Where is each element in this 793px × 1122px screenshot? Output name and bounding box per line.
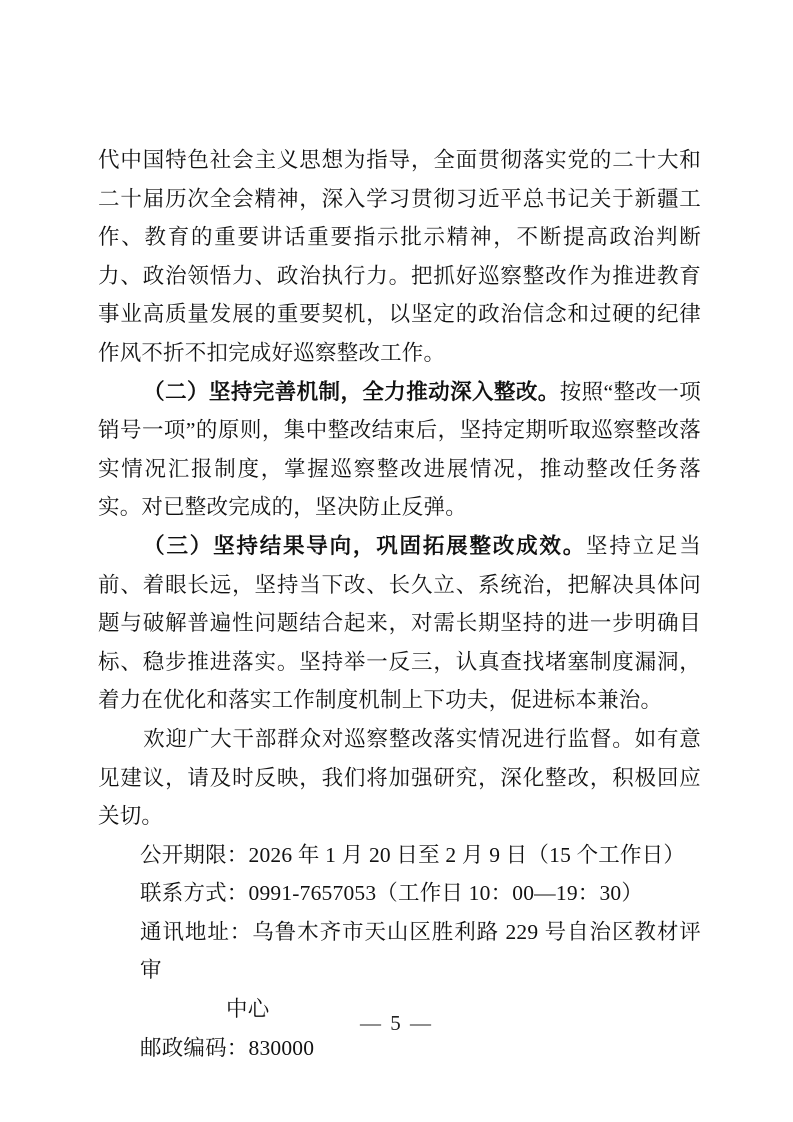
contact-line-postcode: 邮政编码：830000 — [140, 1035, 315, 1060]
paragraph-text: 按照“整改一项销号一项”的原则，集中整改结束后，坚持定期听取巡察整改落实情况汇报制度，掌握巡察整改进展情况，推动整改任务落实。对已整改完成的，坚决防止反弹。 — [98, 379, 701, 520]
paragraph-section-3 — [98, 527, 701, 720]
contact-line-public-period: 公开期限：2026 年 1 月 20 日至 2 月 9 日（15 个工作日） — [140, 842, 686, 867]
paragraph-lead: （二）坚持完善机制，全力推动深入整改。 — [143, 379, 560, 404]
paragraph-text: 欢迎广大干部群众对巡察整改落实情况进行监督。如有意见建议，请及时反映，我们将加强研究，深化整改，积极回应关切。 — [98, 726, 701, 829]
contact-line-phone: 联系方式：0991-7657053（工作日 10：00—19：30） — [140, 881, 644, 906]
contact-line-address-continuation: 中心 — [226, 997, 270, 1022]
paragraph-text: 代中国特色社会主义思想为指导，全面贯彻落实党的二十大和二十届历次全会精神，深入学习贯彻习近平总书记关于新疆工作、教育的重要讲话重要指示批示精神，不断提高政治判断力、政治领悟力、政治执行力。把抓好巡察整改作为推进教育事业高质量发展的重要契机，以坚定的政治信念和过硬的纪律作风不折不扣完成好巡察整改工作。 — [98, 148, 701, 365]
contact-line-address: 通讯地址：乌鲁木齐市天山区胜利路 229 号自治区教材评审 — [140, 919, 701, 983]
document-body — [98, 141, 701, 1067]
paragraph-lead: （三）坚持结果导向，巩固拓展整改成效。 — [143, 533, 587, 558]
paragraph-continuation — [98, 141, 701, 373]
paragraph-feedback-notice — [98, 720, 701, 836]
paragraph-section-2 — [98, 373, 701, 527]
page-number: — 5 — — [360, 1011, 433, 1035]
paragraph-text: 坚持立足当前、着眼长远，坚持当下改、长久立、系统治，把解决具体问题与破解普遍性问题结合起来，对需长期坚持的进一步明确目标、稳步推进落实。坚持举一反三，认真查找堵塞制度漏洞，着力在优化和落实工作制度机制上下功夫，促进标本兼治。 — [98, 533, 701, 713]
